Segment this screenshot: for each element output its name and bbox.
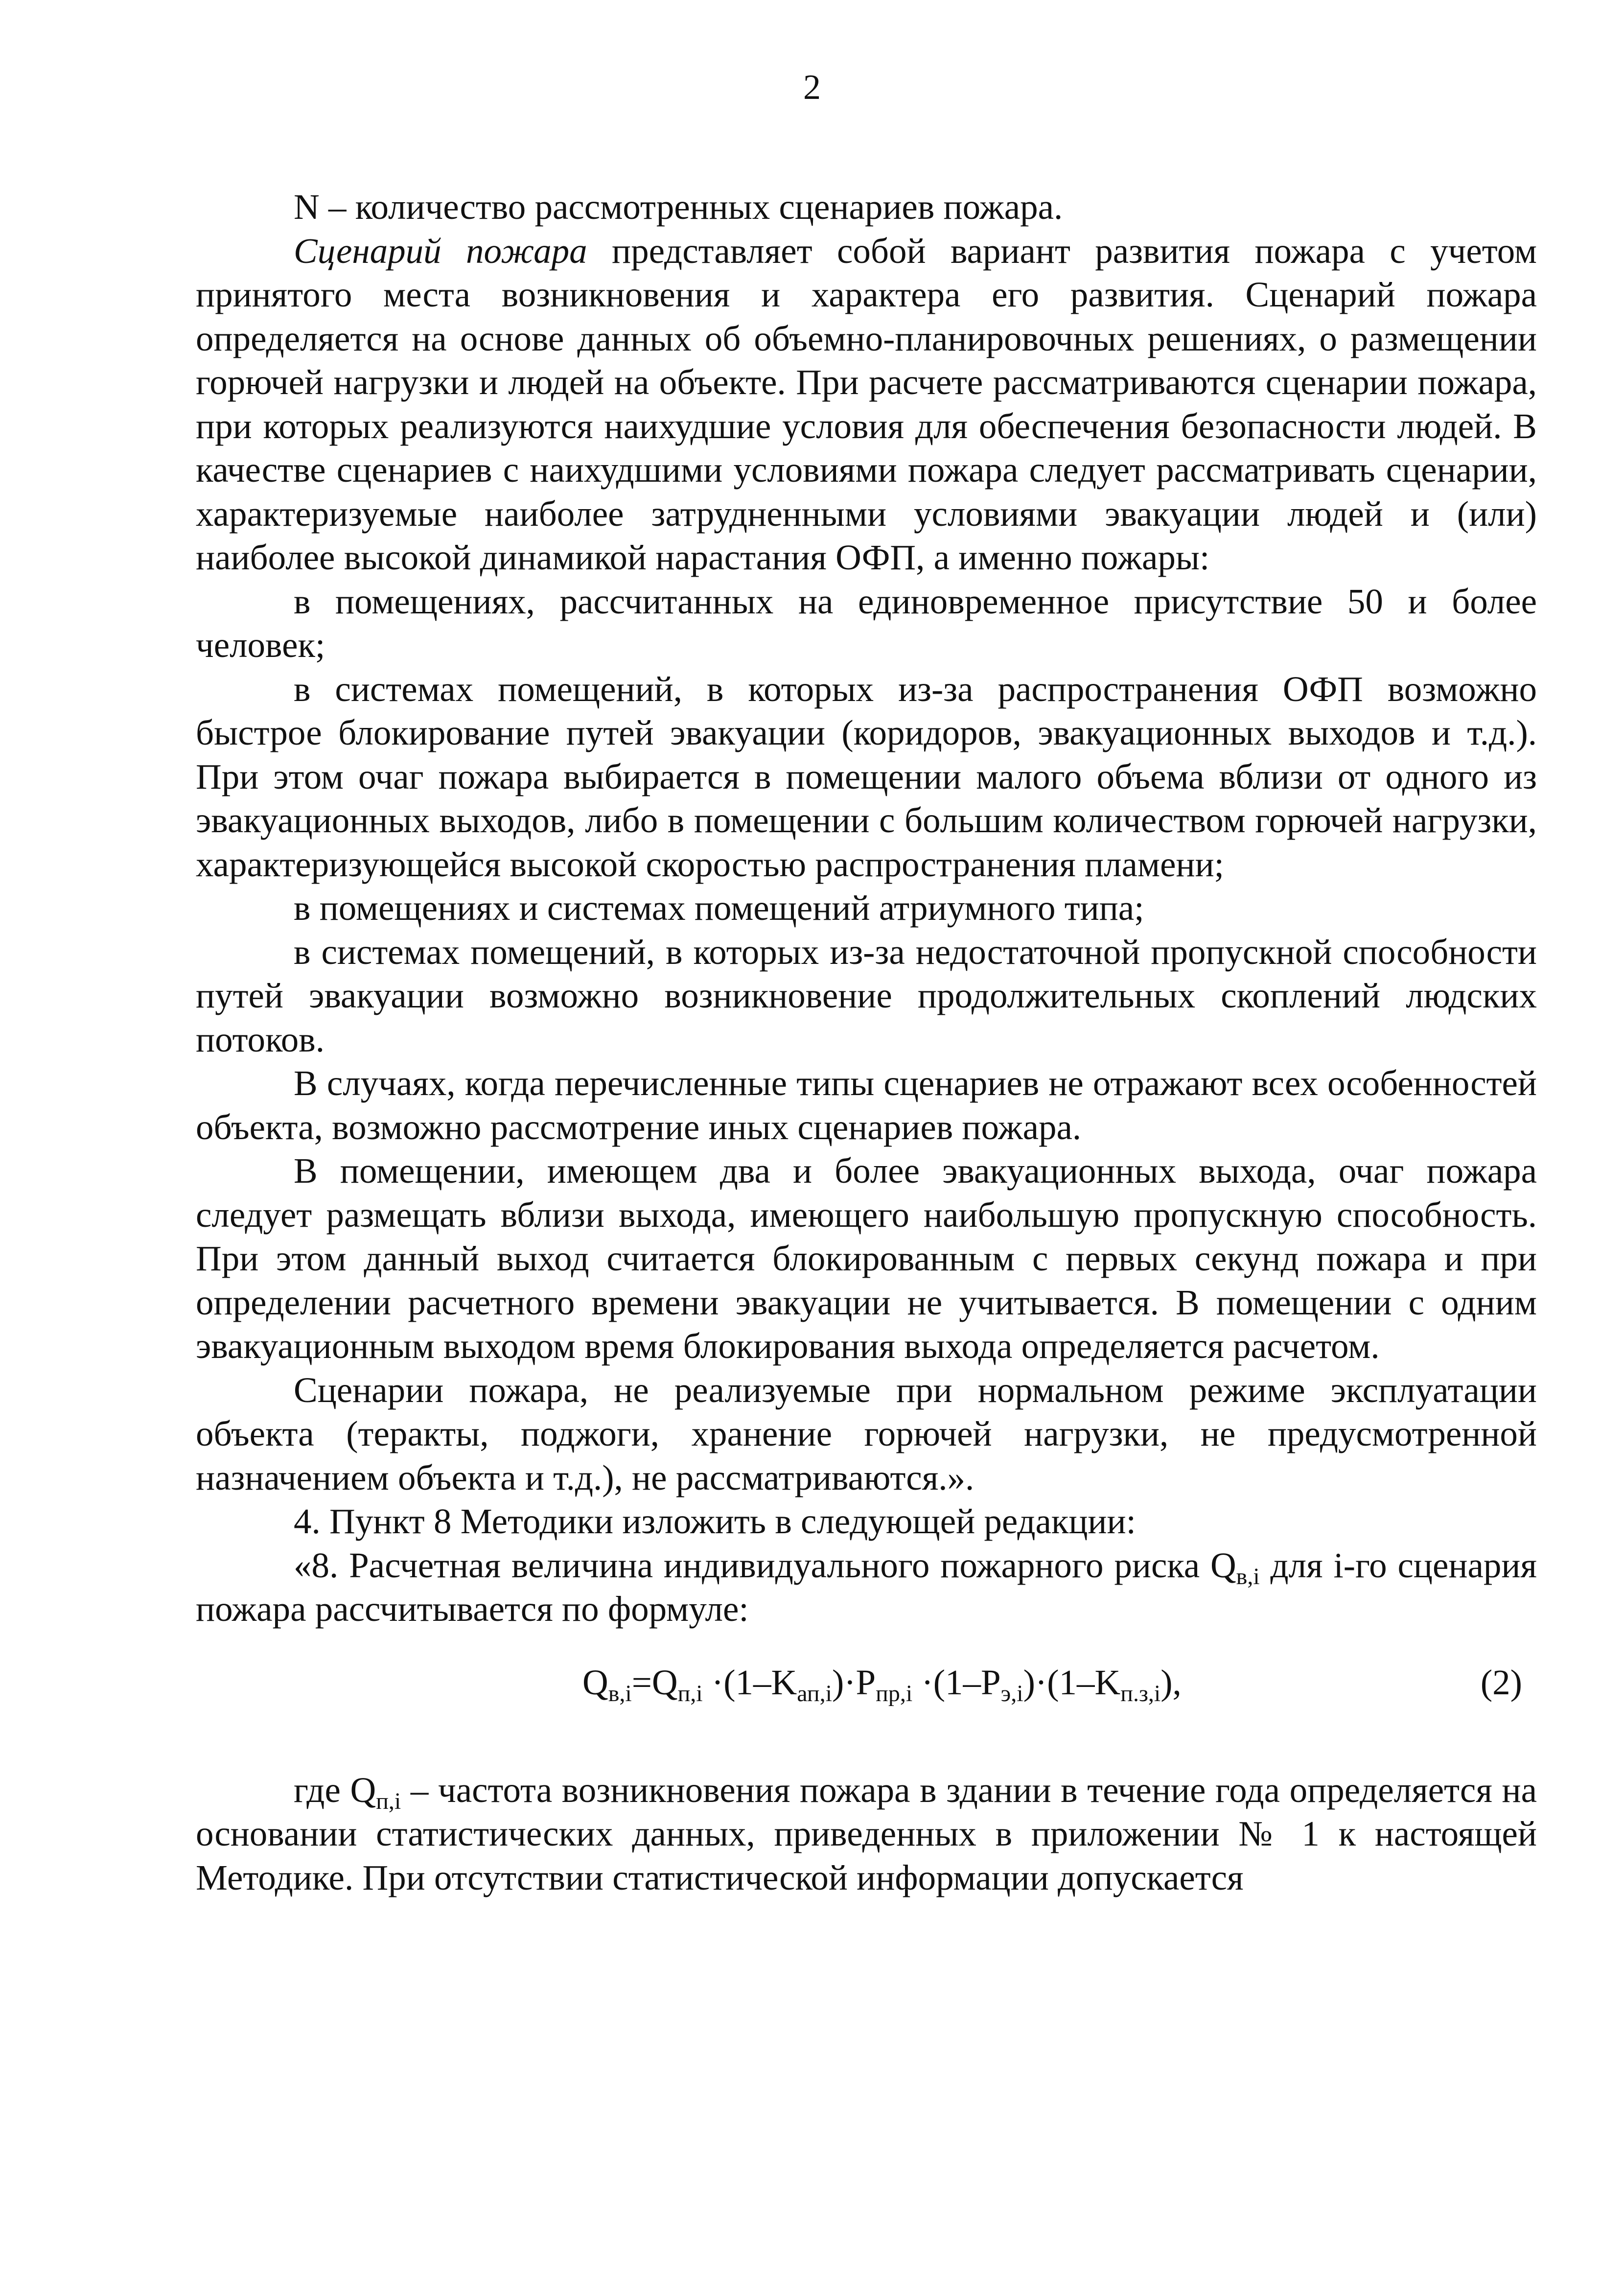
formula-eq-q: =Q [631, 1662, 678, 1702]
text-where-end: – частота возникновения пожара в здании в течение года определяется на основании статистических данных, приведенных в приложении № 1 к настоящей Методике. При отсутствии статистической информации допускается [196, 1770, 1537, 1897]
text-item-8-end: для i-го сценария пожара рассчитывается по формуле: [196, 1545, 1537, 1629]
text-insufficient-capacity: в системах помещений, в которых из-за недостаточной пропускной способности путей эвакуации возможно возникновение продолжительных скоплений людских потоков. [196, 932, 1537, 1059]
formula-row [196, 1631, 1537, 1729]
paragraph-n-definition [196, 185, 1537, 229]
text-atrium: в помещениях и системах помещений атриумного типа; [294, 888, 1144, 928]
formula-kp-sub: п.з,i [1120, 1680, 1161, 1707]
formula-number: (2) [1480, 1662, 1522, 1702]
body-text [196, 185, 1537, 1899]
text-where-start: где Q [294, 1770, 376, 1810]
text-other-scenarios: В случаях, когда перечисленные типы сценариев не отражают всех особенностей объекта, возможно рассмотрение иных сценариев пожара. [196, 1063, 1537, 1147]
formula-part4: )·(1–K [1023, 1662, 1121, 1702]
subscript-vi: в,i [1236, 1563, 1260, 1590]
formula-q: Q [582, 1662, 608, 1702]
formula-k-sub: ап,i [797, 1680, 832, 1707]
paragraph-not-considered [196, 1368, 1537, 1500]
paragraph-rooms-50-people [196, 580, 1537, 667]
paragraph-insufficient-capacity [196, 930, 1537, 1062]
formula-part5: ), [1160, 1662, 1182, 1702]
paragraph-where-q [196, 1768, 1537, 1900]
subscript-pi: п,i [376, 1788, 401, 1814]
text-room-systems-blocking: в системах помещений, в которых из-за распространения ОФП возможно быстрое блокирование путей эвакуации (коридоров, эвакуационных выходов и т.д.). При этом очаг пожара выбирается в помещении малого объема вблизи от одного из эвакуационных выходов, либо в помещении с большим количеством горючей нагрузки, характеризующейся высокой скоростью распространения пламени; [196, 669, 1537, 884]
text-n-definition: N – количество рассмотренных сценариев пожара. [294, 187, 1063, 227]
paragraph-atrium [196, 886, 1537, 930]
text-rooms-50-people: в помещениях, рассчитанных на единовременное присутствие 50 и более человек; [196, 581, 1537, 665]
formula-p-sub: пр,i [876, 1680, 913, 1707]
text-fire-placement: В помещении, имеющем два и более эвакуационных выхода, очаг пожара следует размещать вблизи выхода, имеющего наибольшую пропускную способность. При этом данный выход считается блокированным с первых секунд пожара и при определении расчетного времени эвакуации не учитывается. В помещении с одним эвакуационным выходом время блокирования выхода определяется расчетом. [196, 1151, 1537, 1366]
formula-q2-sub: п,i [677, 1680, 703, 1707]
paragraph-fire-scenario [196, 229, 1537, 580]
paragraph-item-4 [196, 1499, 1537, 1544]
formula-pe-sub: э,i [1000, 1680, 1023, 1707]
spacer [196, 1729, 1537, 1768]
text-item-4: 4. Пункт 8 Методики изложить в следующей редакции: [294, 1501, 1136, 1541]
paragraph-other-scenarios [196, 1061, 1537, 1149]
formula-part2: )·P [832, 1662, 876, 1702]
paragraph-room-systems-blocking [196, 667, 1537, 887]
paragraph-item-8 [196, 1544, 1537, 1631]
paragraph-fire-placement [196, 1149, 1537, 1368]
formula-q-sub: в,i [608, 1680, 632, 1707]
text-fire-scenario: представляет собой вариант развития пожара с учетом принятого места возникновения и характера его развития. Сценарий пожара определяется на основе данных об объемно-планировочных решениях, о размещении горючей нагрузки и людей на объекте. При расчете рассматриваются сценарии пожара, при которых реализуются наихудшие условия для обеспечения безопасности людей. В качестве сценариев с наихудшими условиями пожара следует рассматривать сценарии, характеризуемые наиболее затрудненными условиями эвакуации людей и (или) наиболее высокой динамикой нарастания ОФП, а именно пожары: [196, 231, 1537, 577]
text-not-considered: Сценарии пожара, не реализуемые при нормальном режиме эксплуатации объекта (теракты, поджоги, хранение горючей нагрузки, не предусмотренной назначением объекта и т.д.), не рассматриваются.». [196, 1370, 1537, 1497]
formula-part3: ·(1–P [912, 1662, 1001, 1702]
formula-part1: ·(1–K [702, 1662, 797, 1702]
formula-2 [582, 1661, 1182, 1705]
term-fire-scenario: Сценарий пожара [294, 231, 587, 271]
text-item-8-start: «8. Расчетная величина индивидуального пожарного риска Q [294, 1545, 1236, 1585]
page-number: 2 [803, 68, 821, 107]
